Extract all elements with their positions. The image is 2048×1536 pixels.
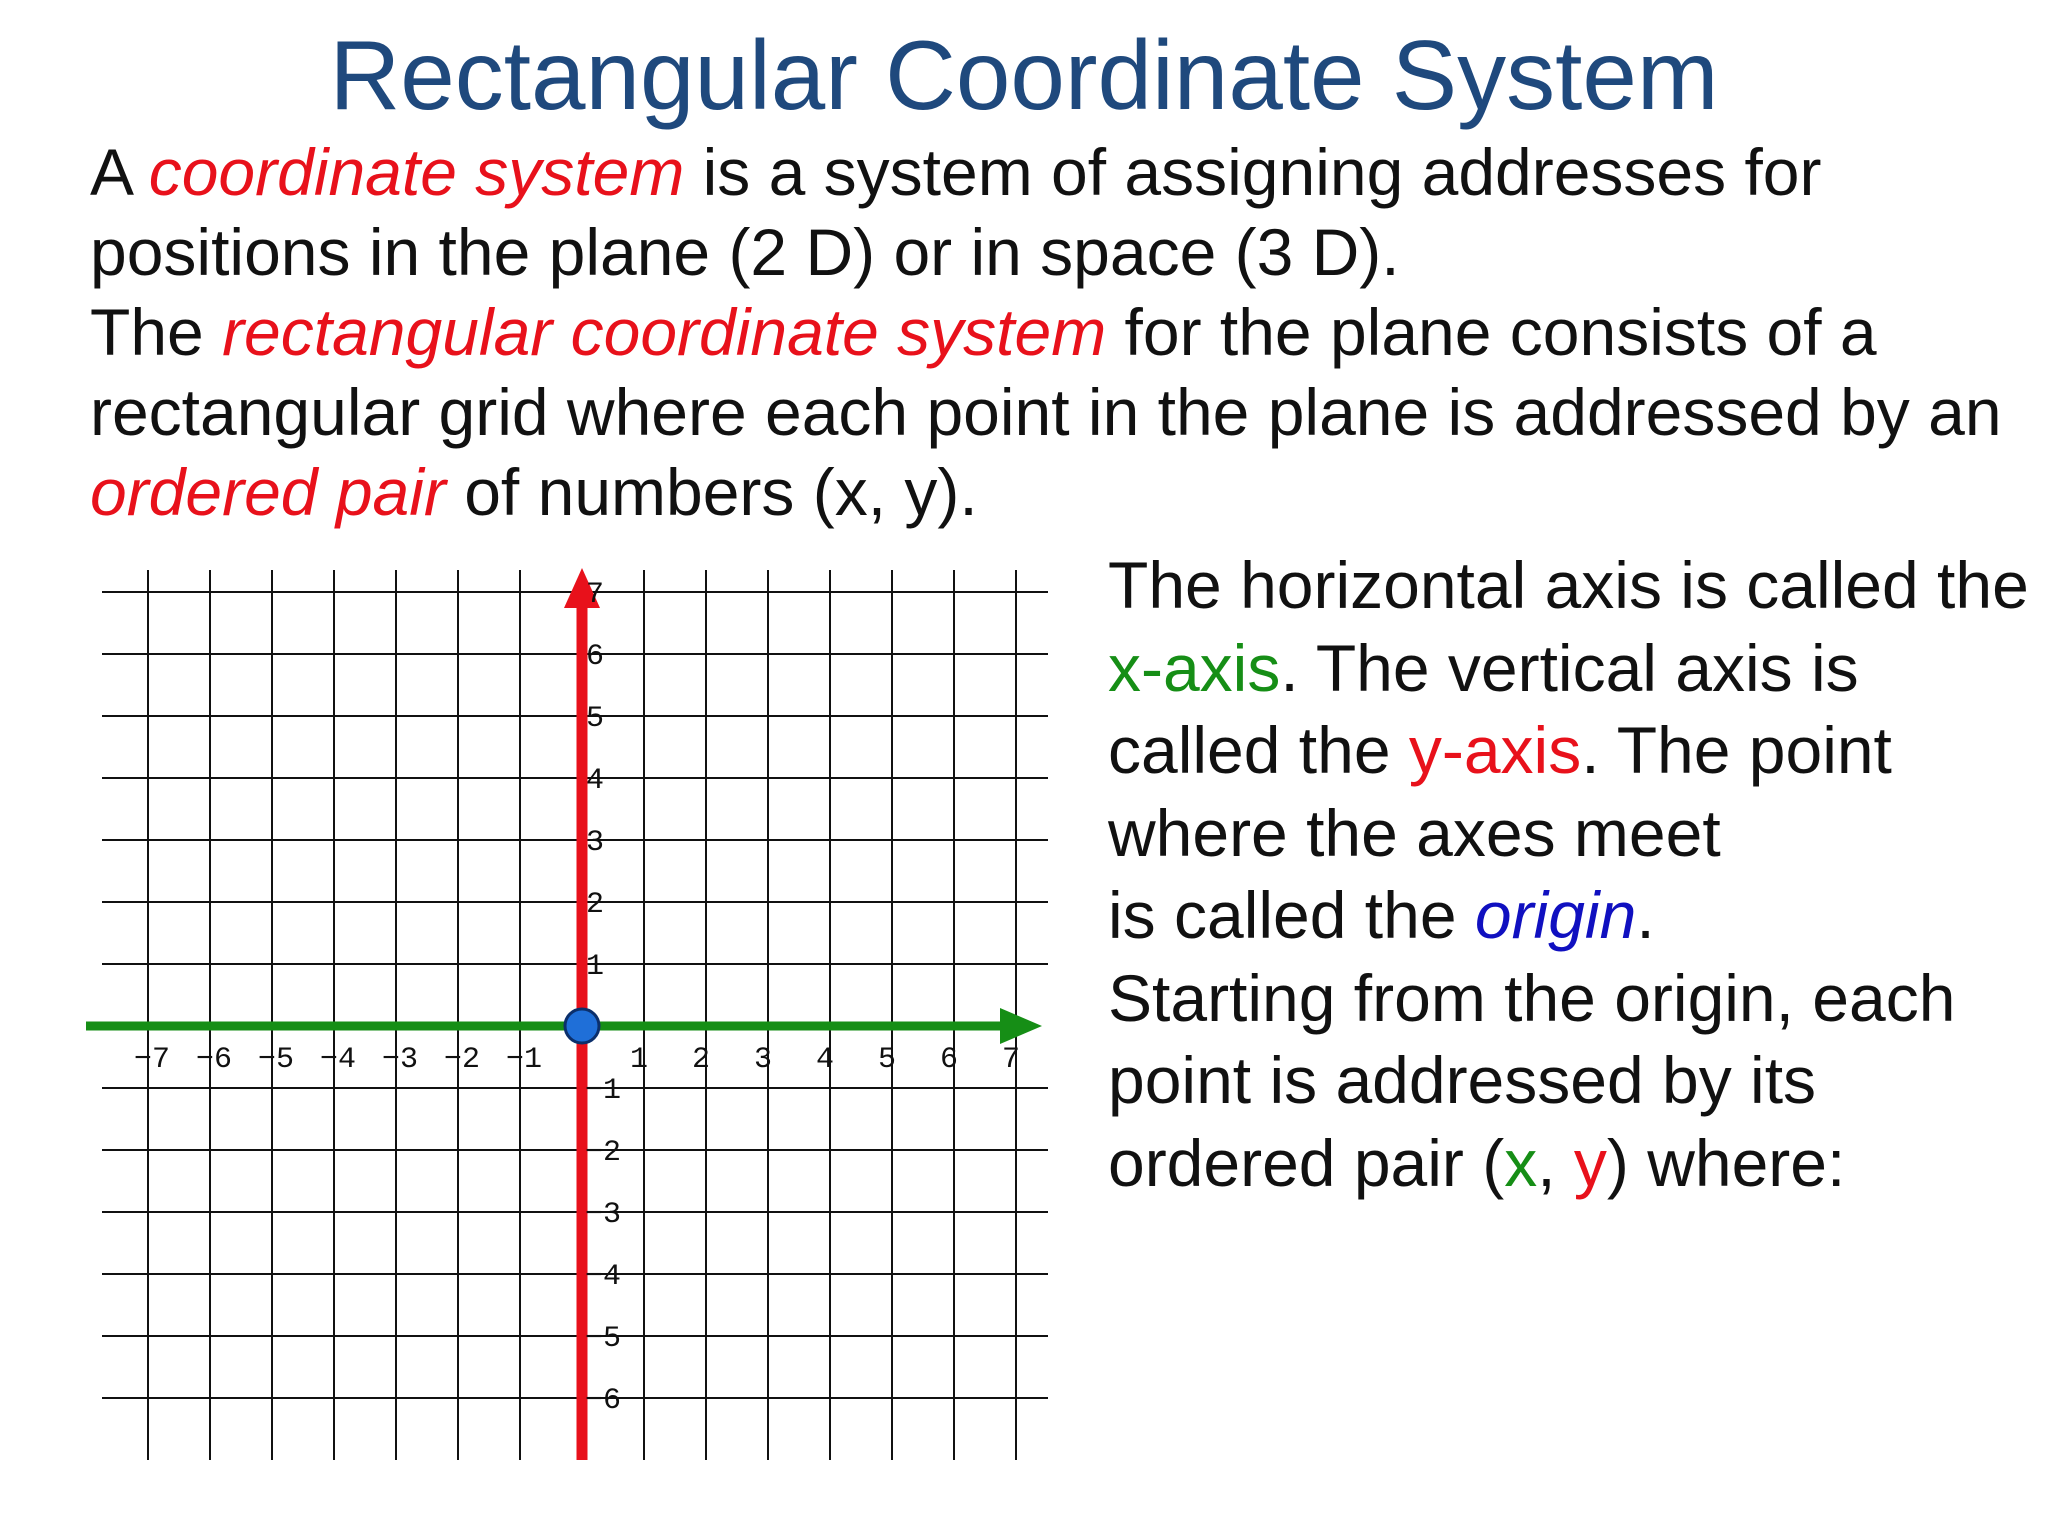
y-tick-label: 4: [586, 764, 605, 798]
x-tick-label: −5: [258, 1043, 295, 1077]
x-tick-label: 2: [692, 1043, 711, 1077]
origin-point: [565, 1009, 599, 1043]
points: [565, 1009, 599, 1043]
y-tick-label: −5: [585, 1322, 622, 1356]
intro-text-span: A: [90, 135, 149, 209]
y-tick-label: −2: [585, 1136, 622, 1170]
pair-y-term: y: [1573, 1125, 1607, 1200]
x-tick-label: −2: [444, 1043, 481, 1077]
y-tick-label: 7: [586, 578, 605, 612]
x-axis-term: x-axis: [1108, 630, 1281, 705]
x-tick-label: 3: [754, 1043, 773, 1077]
x-tick-label: −3: [382, 1043, 419, 1077]
y-tick-label: 2: [586, 888, 605, 922]
x-tick-label: 7: [1002, 1043, 1021, 1077]
y-tick-label: −3: [585, 1198, 622, 1232]
intro-paragraph-1: [90, 132, 2020, 292]
y-tick-label: −1: [585, 1074, 622, 1108]
origin-term: origin: [1474, 878, 1637, 952]
side-text-span: ) where:: [1606, 1125, 1846, 1200]
axis-explanation: [1108, 544, 2038, 1204]
pair-x-term: x: [1504, 1125, 1538, 1200]
y-tick-label: 6: [586, 640, 605, 674]
y-tick-label: 1: [586, 950, 605, 984]
side-text-span: .: [1636, 878, 1655, 952]
x-tick-label: −4: [320, 1043, 357, 1077]
y-tick-label: −6: [585, 1384, 622, 1418]
intro-text: [90, 132, 2020, 532]
intro-text-span: is a system of assigning addresses for positions in the plane (2 D) or in space (3 D).: [90, 135, 1822, 289]
y-tick-label: 5: [586, 702, 605, 736]
x-tick-label: 4: [816, 1043, 835, 1077]
side-text-span: . The point where the axes meet: [1108, 713, 1892, 870]
coordinate-plane: [80, 560, 1060, 1460]
y-tick-label: −4: [585, 1260, 622, 1294]
slide-title: Rectangular Coordinate System: [329, 20, 1719, 130]
term-ordered-pair: ordered pair: [90, 455, 446, 529]
intro-text-span: The: [90, 295, 223, 369]
x-tick-label: 5: [878, 1043, 897, 1077]
side-text-span: . The vertical axis is called the: [1108, 630, 1859, 787]
intro-paragraph-2: [90, 292, 2020, 532]
y-axis-term: y-axis: [1408, 713, 1582, 787]
x-axis-arrowhead: [1000, 1008, 1042, 1044]
side-text-span: ,: [1537, 1125, 1574, 1200]
intro-text-span: of numbers (x, y).: [445, 455, 978, 529]
x-tick-label: 1: [630, 1043, 649, 1077]
y-tick-label: 3: [586, 826, 605, 860]
side-text-span: is called the: [1108, 878, 1475, 952]
x-tick-label: −1: [506, 1043, 543, 1077]
side-text-span: The horizontal axis is called the: [1108, 548, 2029, 622]
intro-text-span: for the plane consists of a rectangular grid where each point in the plane is addressed by an: [90, 295, 2002, 449]
term-coordinate-system: coordinate system: [148, 135, 685, 209]
x-tick-label: −6: [196, 1043, 233, 1077]
x-tick-label: 6: [940, 1043, 959, 1077]
side-text-span: Starting from the origin, each point is addressed by its ordered pair (: [1108, 960, 1956, 1200]
term-rectangular-coordinate-system: rectangular coordinate system: [222, 295, 1107, 369]
x-tick-label: −7: [134, 1043, 171, 1077]
